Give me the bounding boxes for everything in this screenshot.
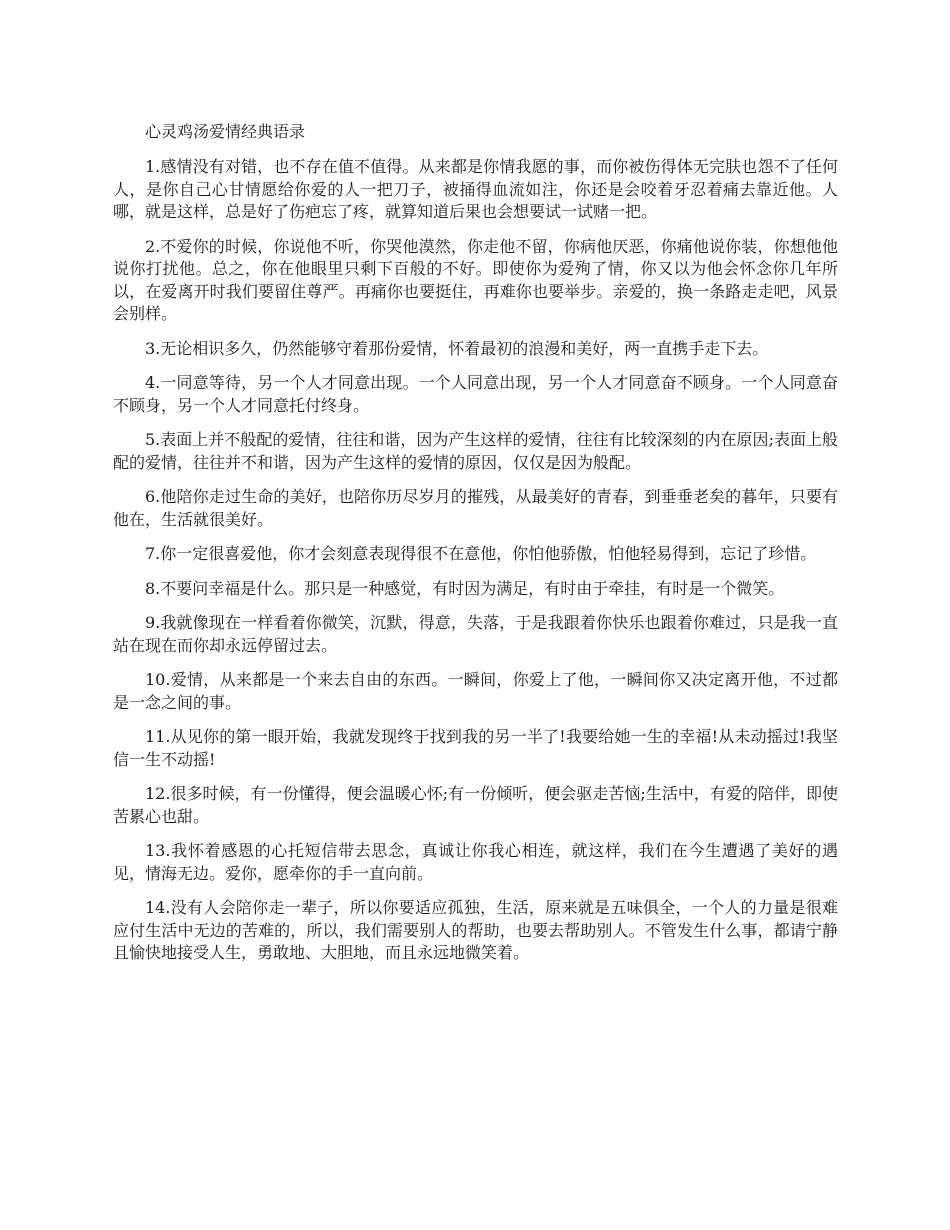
document-page [113, 120, 838, 977]
paragraph-12: 12.很多时候，有一份懂得，便会温暖心怀;有一份倾听，便会驱走苦恼;生活中，有爱的陪伴，即使苦累心也甜。 [113, 784, 838, 826]
paragraph-6: 6.他陪你走过生命的美好，也陪你历尽岁月的摧残，从最美好的青春，到垂垂老矣的暮年，只要有他在，生活就很美好。 [113, 487, 838, 529]
document-title: 心灵鸡汤爱情经典语录 [145, 122, 306, 141]
paragraph-7: 7.你一定很喜爱他，你才会刻意表现得很不在意他，你怕他骄傲，怕他轻易得到，忘记了珍惜。 [145, 544, 817, 563]
paragraph-11: 11.从见你的第一眼开始，我就发现终于找到我的另一半了!我要给她一生的幸福!从未动摇过!我坚信一生不动摇! [113, 727, 838, 769]
paragraph-2: 2.不爱你的时候，你说他不听，你哭他漠然，你走他不留，你病他厌恶，你痛他说你装，你想他他说你打扰他。总之，你在他眼里只剩下百般的不好。即使你为爱殉了情，你又以为他会怀念你几年所以，在爱离开时我们要留住尊严。再痛你也要挺住，再难你也要举步。亲爱的，换一条路走走吧，风景会别样。 [113, 236, 838, 323]
paragraph-1: 1.感情没有对错，也不存在值不值得。从来都是你情我愿的事，而你被伤得体无完肤也怨不了任何人，是你自己心甘情愿给你爱的人一把刀子，被捅得血流如注，你还是会咬着牙忍着痛去靠近他。人哪，就是这样，总是好了伤疤忘了疼，就算知道后果也会想要试一试赌一把。 [113, 157, 838, 221]
paragraph-8: 8.不要问幸福是什么。那只是一种感觉，有时因为满足，有时由于牵挂，有时是一个微笑。 [145, 578, 785, 598]
paragraph-5: 5.表面上并不般配的爱情，往往和谐，因为产生这样的爱情，往往有比较深刻的内在原因;表面上般配的爱情，往往并不和谐，因为产生这样的爱情的原因，仅仅是因为般配。 [113, 430, 838, 472]
paragraph-14: 14.没有人会陪你走一辈子，所以你要适应孤独，生活，原来就是五味俱全，一个人的力量是很难应付生活中无边的苦难的，所以，我们需要别人的帮助，也要去帮助别人。不管发生什么事，都请宁静且愉快地接受人生，勇敢地、大胆地，而且永远地微笑着。 [113, 898, 838, 962]
paragraph-13: 13.我怀着感恩的心托短信带去思念，真诚让你我心相连，就这样，我们在今生遭遇了美好的遇见，情海无边。爱你，愿牵你的手一直向前。 [113, 841, 838, 883]
paragraph-4: 4.一同意等待，另一个人才同意出现。一个人同意出现，另一个人才同意奋不顾身。一个人同意奋不顾身，另一个人才同意托付终身。 [113, 373, 838, 415]
paragraph-10: 10.爱情，从来都是一个来去自由的东西。一瞬间，你爱上了他，一瞬间你又决定离开他，不过都是一念之间的事。 [113, 670, 838, 712]
paragraph-9: 9.我就像现在一样看着你微笑，沉默，得意，失落，于是我跟着你快乐也跟着你难过，只是我一直站在现在而你却永远停留过去。 [113, 613, 838, 655]
paragraph-3: 3.无论相识多久，仍然能够守着那份爱情，怀着最初的浪漫和美好，两一直携手走下去。 [145, 338, 769, 358]
